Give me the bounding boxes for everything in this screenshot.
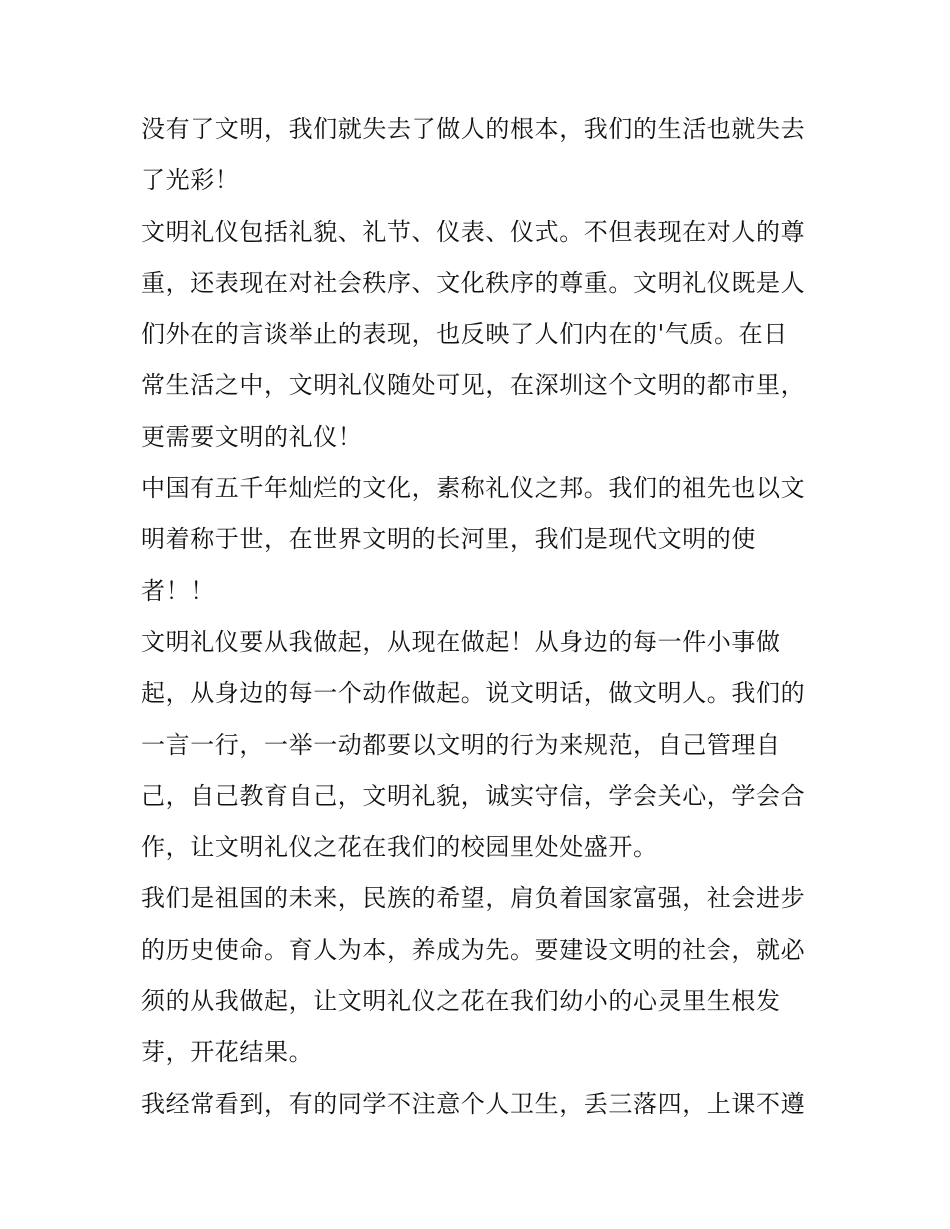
text-line: 重，还表现在对社会秩序、文化秩序的尊重。文明礼仪既是人 [141,268,806,297]
text-line: 更需要文明的礼仪！ [141,422,363,451]
text-line: 文明礼仪要从我做起，从现在做起！从身边的每一件小事做 [141,627,781,656]
text-line: 须的从我做起，让文明礼仪之花在我们幼小的心灵里生根发 [141,987,781,1016]
text-line: 一言一行，一举一动都要以文明的行为来规范，自己管理自 [141,730,781,759]
text-line: 没有了文明，我们就失去了做人的根本，我们的生活也就失去 [141,115,806,143]
text-line: 了光彩！ [141,166,240,195]
text-line: 明着称于世，在世界文明的长河里，我们是现代文明的使 [141,525,756,554]
text-line: 们外在的言谈举止的表现，也反映了人们内在的'气质。在日 [141,320,788,349]
text-line: 起，从身边的每一个动作做起。说文明话，做文明人。我们的 [141,679,806,708]
text-line: 己，自己教育自己，文明礼貌，诚实守信，学会关心，学会合 [141,781,806,810]
text-line: 文明礼仪包括礼貌、礼节、仪表、仪式。不但表现在对人的尊 [141,217,806,246]
text-line: 者！！ [141,576,215,605]
text-line: 芽，开花结果。 [141,1038,314,1067]
text-line: 的历史使命。育人为本，养成为先。要建设文明的社会，就必 [141,935,806,964]
text-line: 作，让文明礼仪之花在我们的校园里处处盛开。 [141,833,658,862]
text-line: 中国有五千年灿烂的文化，素称礼仪之邦。我们的祖先也以文 [141,474,806,503]
text-line: 常生活之中，文明礼仪随处可见，在深圳这个文明的都市里， [141,371,806,400]
body-text [141,104,821,1130]
text-line: 我们是祖国的未来，民族的希望，肩负着国家富强，社会进步 [141,884,806,913]
text-line: 我经常看到，有的同学不注意个人卫生，丢三落四，上课不遵 [141,1089,806,1118]
